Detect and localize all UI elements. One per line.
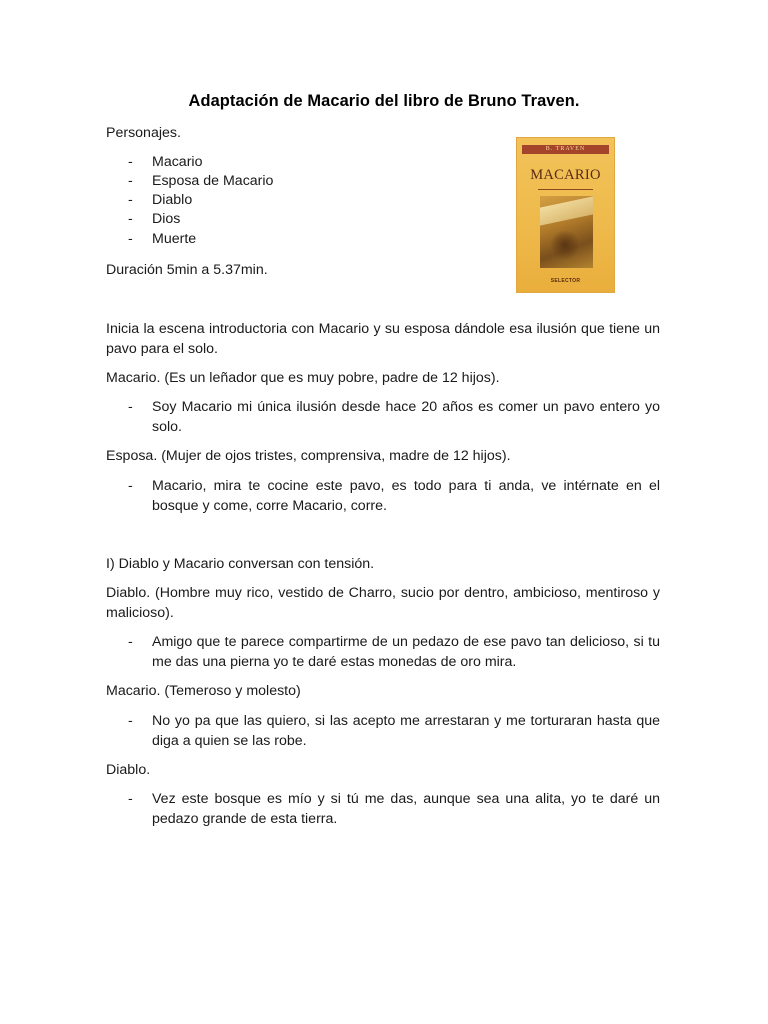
cover-title: MACARIO bbox=[530, 167, 601, 183]
book-cover-image bbox=[516, 137, 615, 293]
list-item bbox=[128, 172, 273, 191]
esposa-description: Esposa. (Mujer de ojos tristes, comprensiva, madre de 12 hijos). bbox=[106, 448, 511, 464]
list-item bbox=[128, 153, 202, 172]
list-dash: - bbox=[128, 231, 133, 247]
scene-1-heading: I) Diablo y Macario conversan con tensión. bbox=[106, 556, 375, 572]
intro-paragraph: Inicia la escena introductoria con Macario y su esposa dándole esa ilusión que tiene un pavo para el solo. bbox=[106, 321, 660, 357]
list-item-label: Muerte bbox=[152, 231, 197, 247]
bullet-dash: - bbox=[128, 634, 133, 650]
cover-rule bbox=[538, 189, 593, 190]
macario-dialogue-1: Soy Macario mi única ilusión desde hace 20 años es comer un pavo entero yo solo. bbox=[152, 399, 660, 435]
diablo-dialogue-1: Amigo que te parece compartirme de un pedazo de ese pavo tan delicioso, si tu me das una pierna yo te daré estas monedas de oro mira. bbox=[152, 634, 660, 670]
diablo-dialogue-2: Vez este bosque es mío y si tú me das, aunque sea una alita, yo te daré un pedazo grande de esta tierra. bbox=[152, 791, 660, 827]
list-dash: - bbox=[128, 173, 133, 189]
macario-description: Macario. (Es un leñador que es muy pobre, padre de 12 hijos). bbox=[106, 370, 500, 386]
cover-author-band: B. TRAVEN bbox=[522, 145, 609, 154]
duracion-text: Duración 5min a 5.37min. bbox=[106, 262, 268, 278]
cover-photo bbox=[540, 196, 593, 268]
document-title: Adaptación de Macario del libro de Bruno Traven. bbox=[188, 92, 580, 110]
personajes-heading: Personajes. bbox=[106, 125, 181, 141]
cover-photo-shade bbox=[550, 230, 580, 260]
macario-dialogue-2: No yo pa que las quiero, si las acepto me arrestaran y me torturaran hasta que diga a quien se las robe. bbox=[152, 713, 660, 749]
list-item-label: Dios bbox=[152, 211, 181, 227]
list-item-label: Macario bbox=[152, 154, 203, 170]
list-dash: - bbox=[128, 211, 133, 227]
diablo-description-2: Diablo. bbox=[106, 762, 151, 778]
bullet-dash: - bbox=[128, 713, 133, 729]
cover-photo-roof bbox=[540, 196, 593, 225]
bullet-dash: - bbox=[128, 478, 133, 494]
bullet-dash: - bbox=[128, 399, 133, 415]
diablo-description: Diablo. (Hombre muy rico, vestido de Charro, sucio por dentro, ambicioso, mentiroso y malicioso). bbox=[106, 585, 660, 621]
list-item bbox=[128, 230, 196, 249]
list-dash: - bbox=[128, 154, 133, 170]
macario-description-2: Macario. (Temeroso y molesto) bbox=[106, 683, 301, 699]
list-item-label: Esposa de Macario bbox=[152, 173, 274, 189]
bullet-dash: - bbox=[128, 791, 133, 807]
list-item bbox=[128, 191, 192, 210]
list-dash: - bbox=[128, 192, 133, 208]
list-item bbox=[128, 210, 180, 229]
cover-publisher-logo: SELECTOR bbox=[550, 278, 581, 284]
esposa-dialogue-1: Macario, mira te cocine este pavo, es todo para ti anda, ve intérnate en el bosque y come, corre Macario, corre. bbox=[152, 478, 660, 514]
list-item-label: Diablo bbox=[152, 192, 193, 208]
